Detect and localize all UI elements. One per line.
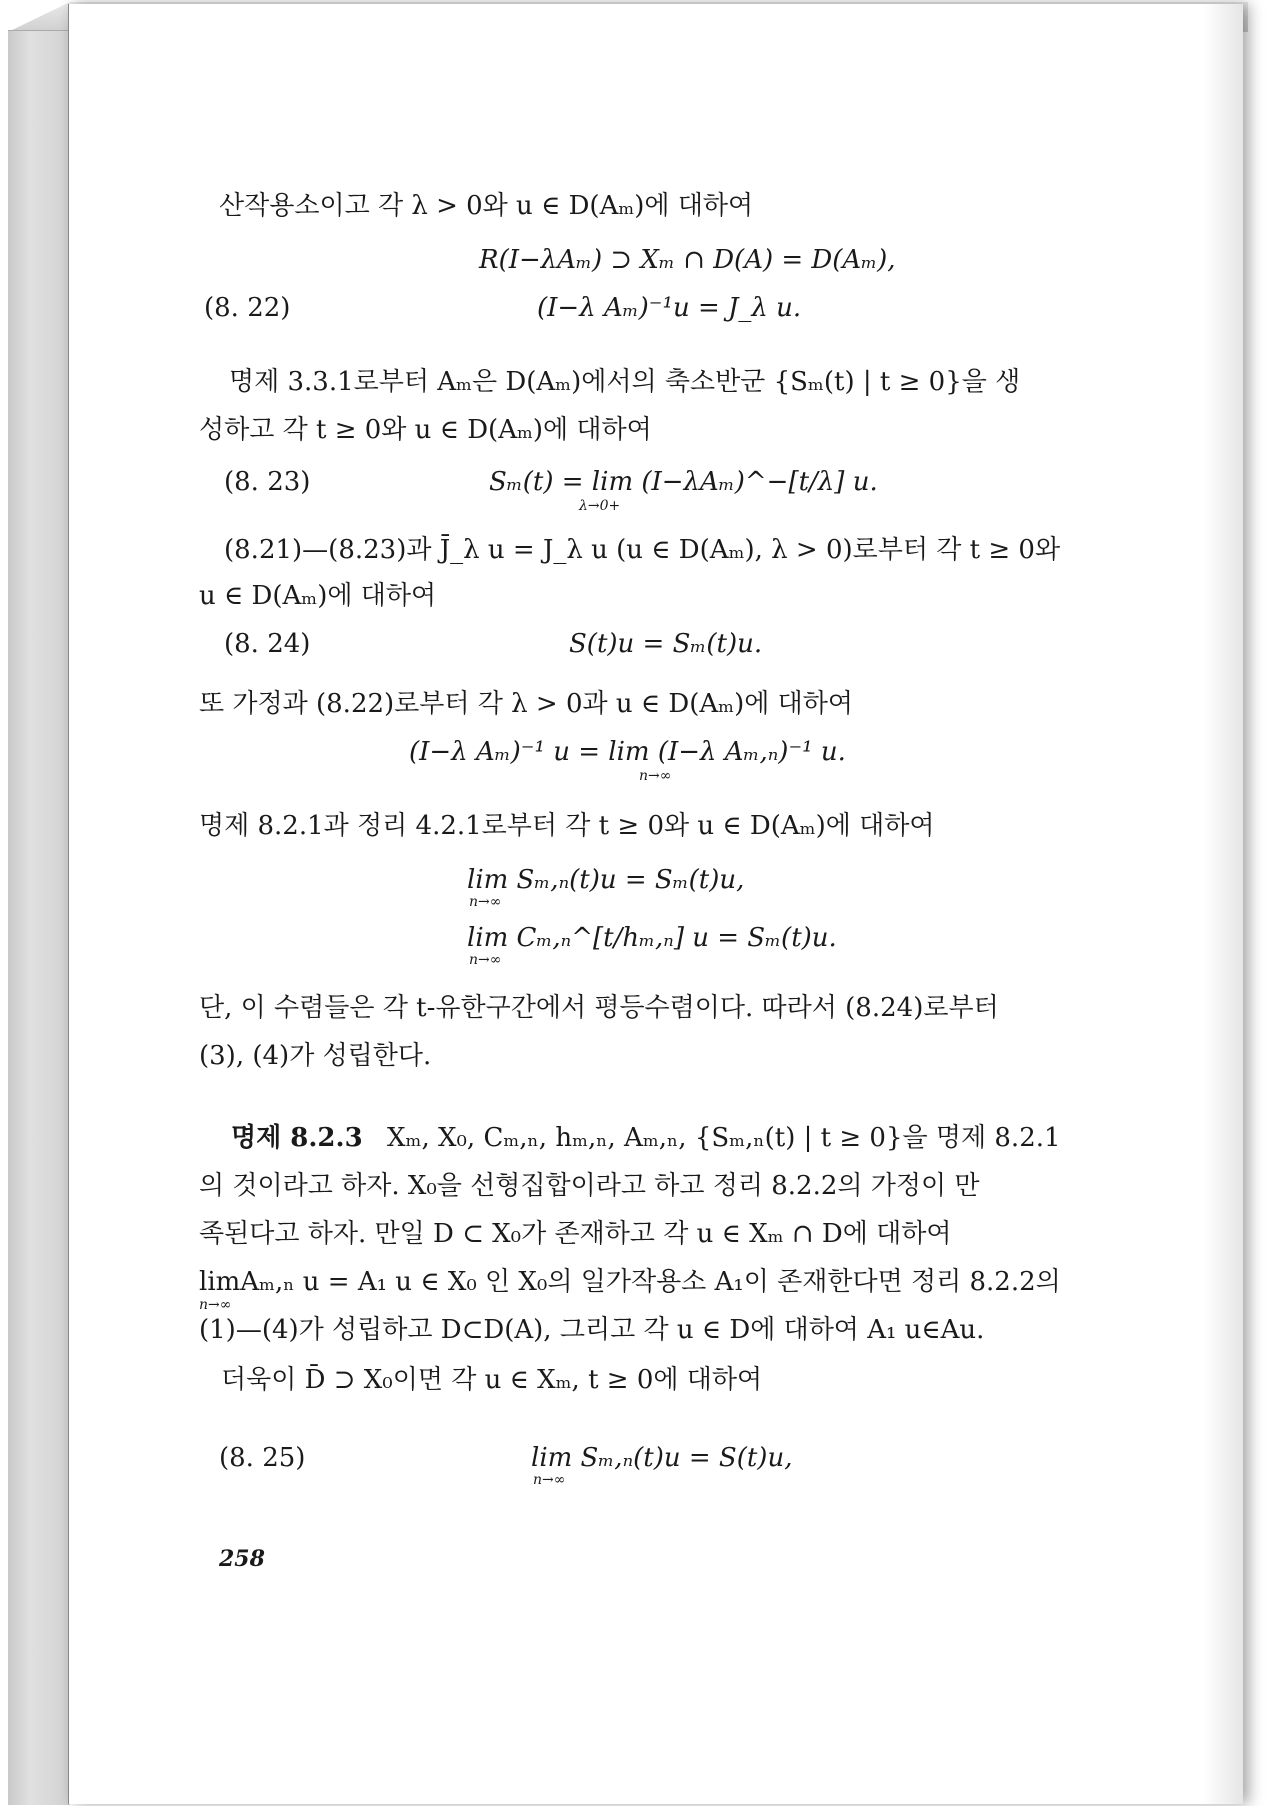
equation: lim Sₘ,ₙ(t)u = Sₘ(t)u, [467,865,745,895]
equation-number: (8. 24) [224,629,311,659]
text-line: 또 가정과 (8.22)로부터 각 λ > 0과 u ∈ D(Aₘ)에 대하여 [199,689,853,719]
limit-subscript: n→∞ [469,952,502,968]
limit-subscript: n→∞ [639,768,672,784]
equation-number: (8. 25) [219,1443,306,1473]
limit-subscript: λ→0+ [579,498,621,514]
limit-subscript: n→∞ [469,894,502,910]
page-number: 258 [219,1546,265,1572]
text-line: 명제 8.2.1과 정리 4.2.1로부터 각 t ≥ 0와 u ∈ D(Aₘ)에 대하여 [199,811,935,841]
text-line: (1)—(4)가 성립하고 D⊂D(A), 그리고 각 u ∈ D에 대하여 A₁ u∈Au. [199,1315,985,1345]
equation: (I−λ Aₘ)⁻¹ u = lim (I−λ Aₘ,ₙ)⁻¹ u. [409,737,846,767]
text-line: (8.21)—(8.23)과 J̄_λ u = J_λ u (u ∈ D(Aₘ), λ > 0)로부터 각 t ≥ 0와 [224,535,1061,565]
proposition-label: 명제 8.2.3 [231,1123,363,1153]
equation: Sₘ(t) = lim (I−λAₘ)^−[t/λ] u. [489,467,878,497]
text-line: u ∈ D(Aₘ)에 대하여 [199,581,437,611]
text-line: 의 것이라고 하자. X₀을 선형집합이라고 하고 정리 8.2.2의 가정이 만 [199,1171,980,1201]
text-line: 족된다고 하자. 만일 D ⊂ X₀가 존재하고 각 u ∈ Xₘ ∩ D에 대하여 [199,1219,952,1249]
text-line: 단, 이 수렴들은 각 t-유한구간에서 평등수렴이다. 따라서 (8.24)로부터 [199,993,999,1023]
equation: (I−λ Aₘ)⁻¹u = J_λ u. [537,293,802,323]
text-line: 성하고 각 t ≥ 0와 u ∈ D(Aₘ)에 대하여 [199,415,652,445]
text-line: 더욱이 D̄ ⊃ X₀이면 각 u ∈ Xₘ, t ≥ 0에 대하여 [221,1365,763,1395]
equation: R(I−λAₘ) ⊃ Xₘ ∩ D(A) = D(Aₘ), [479,245,896,275]
equation: lim Sₘ,ₙ(t)u = S(t)u, [531,1443,793,1473]
text-line: (3), (4)가 성립한다. [199,1041,432,1071]
equation-number: (8. 23) [224,467,311,497]
equation: S(t)u = Sₘ(t)u. [569,629,763,659]
equation-number: (8. 22) [204,293,291,323]
limit-subscript: n→∞ [533,1472,566,1488]
equation: lim Cₘ,ₙ^[t/hₘ,ₙ] u = Sₘ(t)u. [467,923,837,953]
document-page [68,4,1243,1804]
limit-subscript: n→∞ [199,1297,232,1313]
book-spine [8,30,70,1805]
text-line: Xₘ, X₀, Cₘ,ₙ, hₘ,ₙ, Aₘ,ₙ, {Sₘ,ₙ(t) | t ≥ 0}을 명제 8.2.1 [387,1123,1061,1153]
text-line: 산작용소이고 각 λ > 0와 u ∈ D(Aₘ)에 대하여 [219,191,754,221]
text-line: 명제 3.3.1로부터 Aₘ은 D(Aₘ)에서의 축소반군 {Sₘ(t) | t ≥ 0}을 생 [229,367,1021,397]
text-line: limAₘ,ₙ u = A₁ u ∈ X₀ 인 X₀의 일가작용소 A₁이 존재한다면 정리 8.2.2의 [199,1267,1061,1297]
